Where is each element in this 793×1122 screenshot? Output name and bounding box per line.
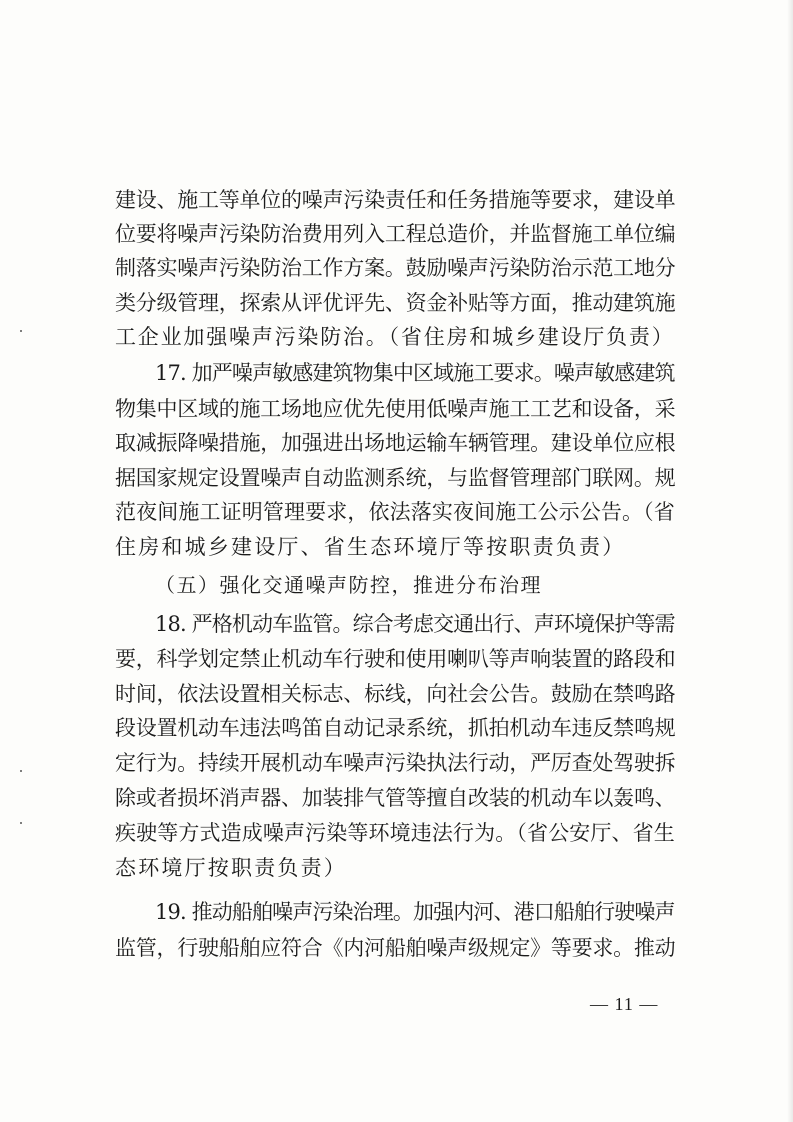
paragraph-17-line: 住房和城乡建设厅、省生态环境厅等按职责负责） (115, 535, 626, 559)
paragraph-18-line: 态环境厅按职责负责） (115, 856, 347, 880)
paragraph-16-line: 类分级管理，探索从评优评先、资金补贴等方面，推动建筑施 (115, 291, 676, 315)
scan-mark (20, 770, 22, 772)
paragraph-18-line: 时间，依法设置相关标志、标线，向社会公告。鼓励在禁鸣路 (115, 682, 676, 706)
paragraph-18-line: 除或者损坏消声器、加装排气管等擅自改装的机动车以轰鸣、 (115, 786, 676, 810)
paragraph-18-line: 段设置机动车违法鸣笛自动记录系统，抓拍机动车违反禁鸣规 (115, 716, 676, 740)
page-number: — 11 — (590, 994, 659, 1014)
paragraph-17-line: 取减振降噪措施，加强进出场地运输车辆管理。建设单位应根 (115, 431, 676, 455)
paragraph-16-line: 制落实噪声污染防治工作方案。鼓励噪声污染防治示范工地分 (115, 256, 676, 280)
scan-mark (20, 330, 22, 332)
paragraph-17-line: 据国家规定设置噪声自动监测系统，与监督管理部门联网。规 (115, 466, 676, 490)
paragraph-18-line: 定行为。持续开展机动车噪声污染执法行动，严厉查处驾驶拆 (115, 751, 676, 775)
page-edge-shadow (787, 0, 793, 1122)
paragraph-17-line: 物集中区域的施工场地应优先使用低噪声施工工艺和设备，采 (115, 397, 676, 421)
paragraph-18-line: 要，科学划定禁止机动车行驶和使用喇叭等声响装置的路段和 (115, 647, 676, 671)
paragraph-18-first-line: 18. 严格机动车监管。综合考虑交通出行、声环境保护等需 (155, 612, 675, 636)
paragraph-17-first-line: 17. 加严噪声敏感建筑物集中区域施工要求。噪声敏感建筑 (155, 361, 675, 385)
section-5-heading: （五）强化交通噪声防控，推进分布治理 (155, 573, 542, 597)
paragraph-19-first-line: 19. 推动船舶噪声污染治理。加强内河、港口船舶行驶噪声 (155, 900, 675, 924)
scan-mark (20, 822, 22, 824)
paragraph-18-line: 疾驶等方式造成噪声污染等环境违法行为。（省公安厅、省生 (115, 821, 675, 845)
paragraph-17-line: 范夜间施工证明管理要求，依法落实夜间施工公示公告。（省 (115, 500, 675, 524)
paragraph-16-line: 建设、施工等单位的噪声污染责任和任务措施等要求，建设单 (115, 188, 676, 212)
paragraph-19-line: 监管，行驶船舶应符合《内河船舶噪声级规定》等要求。推动 (115, 936, 676, 960)
paragraph-16-line: 工企业加强噪声污染防治。（省住房和城乡建设厅负责） (115, 325, 675, 349)
paragraph-16-line: 位要将噪声污染防治费用列入工程总造价，并监督施工单位编 (115, 222, 676, 246)
